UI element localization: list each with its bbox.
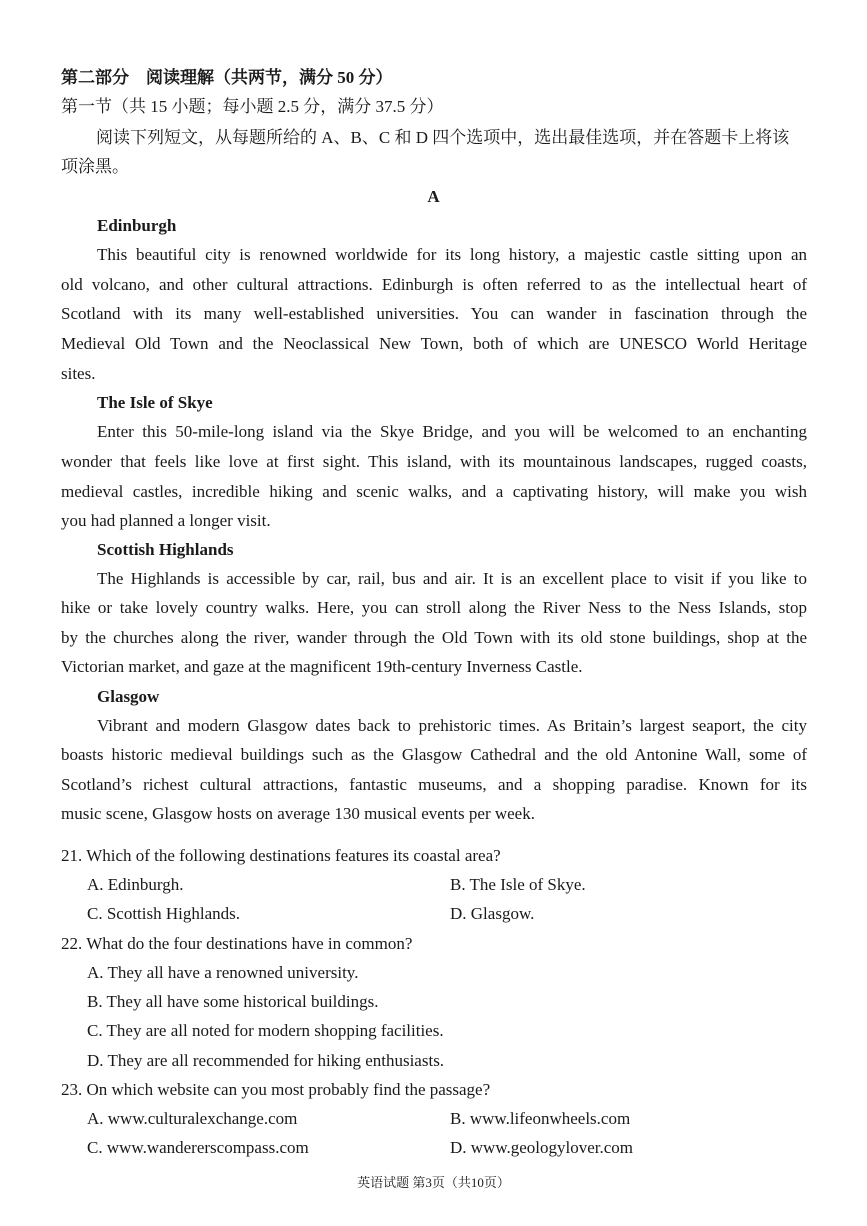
section-heading-edinburgh: Edinburgh	[97, 216, 177, 235]
paragraph-line: Scotland with its many well-established universities. You can wander in fascination through the	[61, 304, 807, 323]
question-22-option-c: C. They are all noted for modern shopping facilities.	[87, 1021, 444, 1040]
passage-label: A	[427, 187, 440, 206]
question-21-option-c: C. Scottish Highlands.	[87, 904, 241, 923]
question-21-option-d: D. Glasgow.	[450, 904, 535, 923]
question-22-option-b: B. They all have some historical buildings.	[87, 992, 379, 1011]
question-21-option-b: B. The Isle of Skye.	[450, 875, 586, 894]
question-23-option-d: D. www.geologylover.com	[450, 1138, 634, 1157]
section-heading-glasgow: Glasgow	[97, 687, 160, 706]
paragraph-line: sites.	[61, 364, 96, 383]
question-23-option-c: C. www.wandererscompass.com	[87, 1138, 309, 1157]
paragraph-line: boasts historic medieval buildings such as the Glasgow Cathedral and the old Antonine Wall, some of	[61, 745, 807, 764]
instructions-line-2: 项涂黑。	[61, 157, 129, 176]
part-title: 第二部分 阅读理解（共两节，满分 50 分）	[61, 68, 393, 87]
paragraph-line: by the churches along the river, wander through the Old Town with its old stone buildings, shop at the	[61, 628, 807, 647]
paragraph-line: medieval castles, incredible hiking and scenic walks, and a captivating history, will make you wish	[61, 482, 807, 501]
paragraph-line: Vibrant and modern Glasgow dates back to prehistoric times. As Britain’s largest seaport, the city	[97, 716, 807, 735]
paragraph-line: Enter this 50-mile-long island via the Skye Bridge, and you will be welcomed to an enchanting	[97, 422, 807, 441]
question-21-stem: 21. Which of the following destinations features its coastal area?	[61, 846, 501, 865]
question-22-stem: 22. What do the four destinations have in common?	[61, 934, 413, 953]
question-23-stem: 23. On which website can you most probably find the passage?	[61, 1080, 491, 1099]
question-23-option-b: B. www.lifeonwheels.com	[450, 1109, 631, 1128]
paragraph-line: The Highlands is accessible by car, rail, bus and air. It is an excellent place to visit if you like to	[97, 569, 807, 588]
paragraph-line: wonder that feels like love at first sight. This island, with its mountainous landscapes, rugged coasts,	[61, 452, 807, 471]
paragraph-line: This beautiful city is renowned worldwide for its long history, a majestic castle sitting upon an	[97, 245, 807, 264]
page-footer: 英语试题 第3页（共10页）	[357, 1175, 510, 1190]
section-heading-isle-of-skye: The Isle of Skye	[97, 393, 213, 412]
question-21-option-a: A. Edinburgh.	[87, 875, 184, 894]
paragraph-line: music scene, Glasgow hosts on average 130 musical events per week.	[61, 804, 535, 823]
question-22-option-a: A. They all have a renowned university.	[87, 963, 359, 982]
paragraph-line: Medieval Old Town and the Neoclassical New Town, both of which are UNESCO World Heritage	[61, 334, 807, 353]
paragraph-line: Victorian market, and gaze at the magnificent 19th-century Inverness Castle.	[61, 657, 583, 676]
question-23-option-a: A. www.culturalexchange.com	[87, 1109, 298, 1128]
instructions-line-1: 阅读下列短文，从每题所给的 A、B、C 和 D 四个选项中，选出最佳选项，并在答题卡上将该	[96, 128, 790, 147]
section-title: 第一节（共 15 小题；每小题 2.5 分，满分 37.5 分）	[61, 97, 444, 116]
paragraph-line: hike or take lovely country walks. Here, you can stroll along the River Ness to the Ness Islands, stop	[61, 598, 807, 617]
paragraph-line: old volcano, and other cultural attractions. Edinburgh is often referred to as the intellectual heart of	[61, 275, 807, 294]
section-heading-scottish-highlands: Scottish Highlands	[97, 540, 234, 559]
question-22-option-d: D. They are all recommended for hiking enthusiasts.	[87, 1051, 445, 1070]
paragraph-line: you had planned a longer visit.	[61, 511, 271, 530]
paragraph-line: Scotland’s richest cultural attractions, fantastic museums, and a shopping paradise. Known for its	[61, 775, 807, 794]
